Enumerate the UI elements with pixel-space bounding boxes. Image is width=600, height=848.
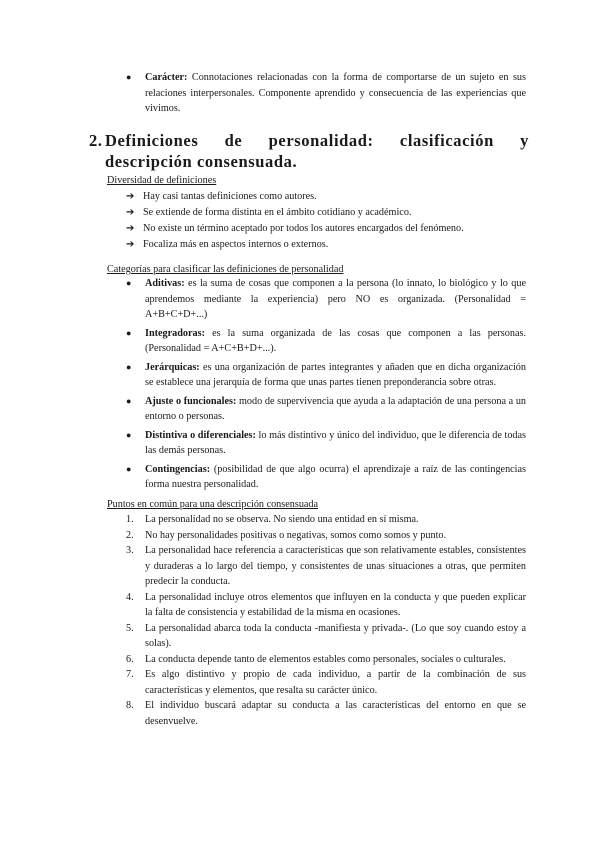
section-title: Definiciones de personalidad: clasificación y descripción consensuada. xyxy=(105,131,529,171)
arrow-right-icon: ➔ xyxy=(126,239,135,250)
list-item-text: La personalidad no se observa. No siendo una entidad en sí misma. xyxy=(145,514,419,525)
list-item xyxy=(126,276,526,323)
list-item-text: La personalidad hace referencia a características que son relativamente estables, consistentes y duraderas a lo largo del tiempo, y consistentes de unas situaciones a otras, que permiten predecir la conducta. xyxy=(145,545,526,587)
list-item xyxy=(126,652,526,668)
category-text: es la suma de cosas que componen a la persona (lo innato, lo biológico y lo que aprendemos mediante la experiencia) pero NO es organizada. (Personalidad = A+B+C+D+...) xyxy=(145,278,526,320)
caracter-paragraph xyxy=(145,70,526,117)
list-number: 2. xyxy=(126,529,134,541)
list-number: 6. xyxy=(126,653,134,665)
list-item xyxy=(126,462,526,493)
category-label: Contingencias: xyxy=(145,463,211,475)
list-number: 4. xyxy=(126,591,134,603)
bullet-icon: ● xyxy=(126,278,132,288)
diversity-heading: Diversidad de definiciones xyxy=(107,175,217,186)
list-item-text: El individuo buscará adaptar su conducta a las características del entorno en que se desenvuelve. xyxy=(145,700,526,727)
category-label: Jerárquicas: xyxy=(145,361,200,373)
bullet-icon: ● xyxy=(126,327,132,338)
bullet-icon: ● xyxy=(126,72,132,82)
bullet-icon: ● xyxy=(126,395,132,406)
category-label: Distintiva o diferenciales: xyxy=(145,429,256,441)
list-number: 5. xyxy=(126,622,134,634)
bullet-icon: ● xyxy=(126,429,132,440)
list-item-text: No existe un término aceptado por todos los autores encargados del fenómeno. xyxy=(143,223,464,234)
list-item xyxy=(126,543,526,590)
list-item-text: Es algo distintivo y propio de cada individuo, a partir de la combinación de sus características y elementos, que resalta su carácter único. xyxy=(145,669,526,696)
list-item-text: Focaliza más en aspectos internos o externos. xyxy=(143,239,329,250)
arrow-right-icon: ➔ xyxy=(126,191,135,202)
list-item-text: No hay personalidades positivas o negativas, somos como somos y punto. xyxy=(145,529,447,541)
list-item xyxy=(126,428,526,459)
list-number: 8. xyxy=(126,700,134,711)
common-points-list xyxy=(126,512,526,729)
category-text: es la suma organizada de las cosas que componen a las personas. (Personalidad = A+C+B+D+...). xyxy=(145,327,526,354)
list-item xyxy=(126,698,526,729)
list-number: 1. xyxy=(126,514,134,525)
category-label: Integradoras: xyxy=(145,327,205,339)
list-item xyxy=(126,528,526,544)
list-item xyxy=(126,326,526,357)
list-number: 7. xyxy=(126,669,134,680)
list-item-text: La personalidad incluye otros elementos que influyen en la conducta y que pueden explicar la falta de consistencia y estabilidad de la misma en ocasiones. xyxy=(145,591,526,618)
caracter-text: Connotaciones relacionadas con la forma de comportarse de un sujeto en sus relaciones interpersonales. Componente aprendido y consecuencia de las experiencias que vivimos. xyxy=(145,72,526,114)
list-item xyxy=(126,667,526,698)
list-item xyxy=(126,512,526,528)
category-label: Aditivas: xyxy=(145,278,185,289)
list-item xyxy=(126,590,526,621)
category-text: es una organización de partes integrantes y añaden que en dicha organización se establece una jerarquía de forma que unas partes tienen preponderancia sobre otras. xyxy=(145,361,526,388)
caracter-label: Carácter: xyxy=(145,72,188,83)
category-text: (posibilidad de que algo ocurra) el aprendizaje a raíz de las contingencias forma nuestra personalidad. xyxy=(145,463,526,490)
category-text: modo de supervivencia que ayuda a la adaptación de una persona a un entorno o personas. xyxy=(145,395,527,422)
list-item xyxy=(126,621,526,652)
list-number: 3. xyxy=(126,545,134,556)
list-item xyxy=(126,360,526,391)
list-item-text: Se extiende de forma distinta en el ámbito cotidiano y académico. xyxy=(143,207,412,218)
category-text: lo más distintivo y único del individuo, que le diferencia de todas las demás personas. xyxy=(145,429,526,456)
arrow-right-icon: ➔ xyxy=(126,207,135,218)
bullet-icon: ● xyxy=(126,361,132,372)
categories-list xyxy=(126,276,526,496)
category-label: Ajuste o funcionales: xyxy=(145,395,237,407)
section-heading xyxy=(89,130,529,172)
arrow-right-icon: ➔ xyxy=(126,223,135,234)
list-item xyxy=(126,394,526,425)
list-item-text: La personalidad abarca toda la conducta -manifiesta y privada-. (Lo que soy cuando estoy a solas). xyxy=(145,622,526,649)
bullet-icon: ● xyxy=(126,463,132,474)
categories-heading: Categorías para clasificar las definiciones de personalidad xyxy=(107,264,344,275)
common-points-heading: Puntos en común para una descripción consensuada xyxy=(107,499,319,510)
list-item-text: Hay casi tantas definiciones como autores. xyxy=(143,191,317,202)
section-number: 2. xyxy=(89,131,103,150)
list-item-text: La conducta depende tanto de elementos estables como personales, sociales o culturales. xyxy=(145,653,506,665)
